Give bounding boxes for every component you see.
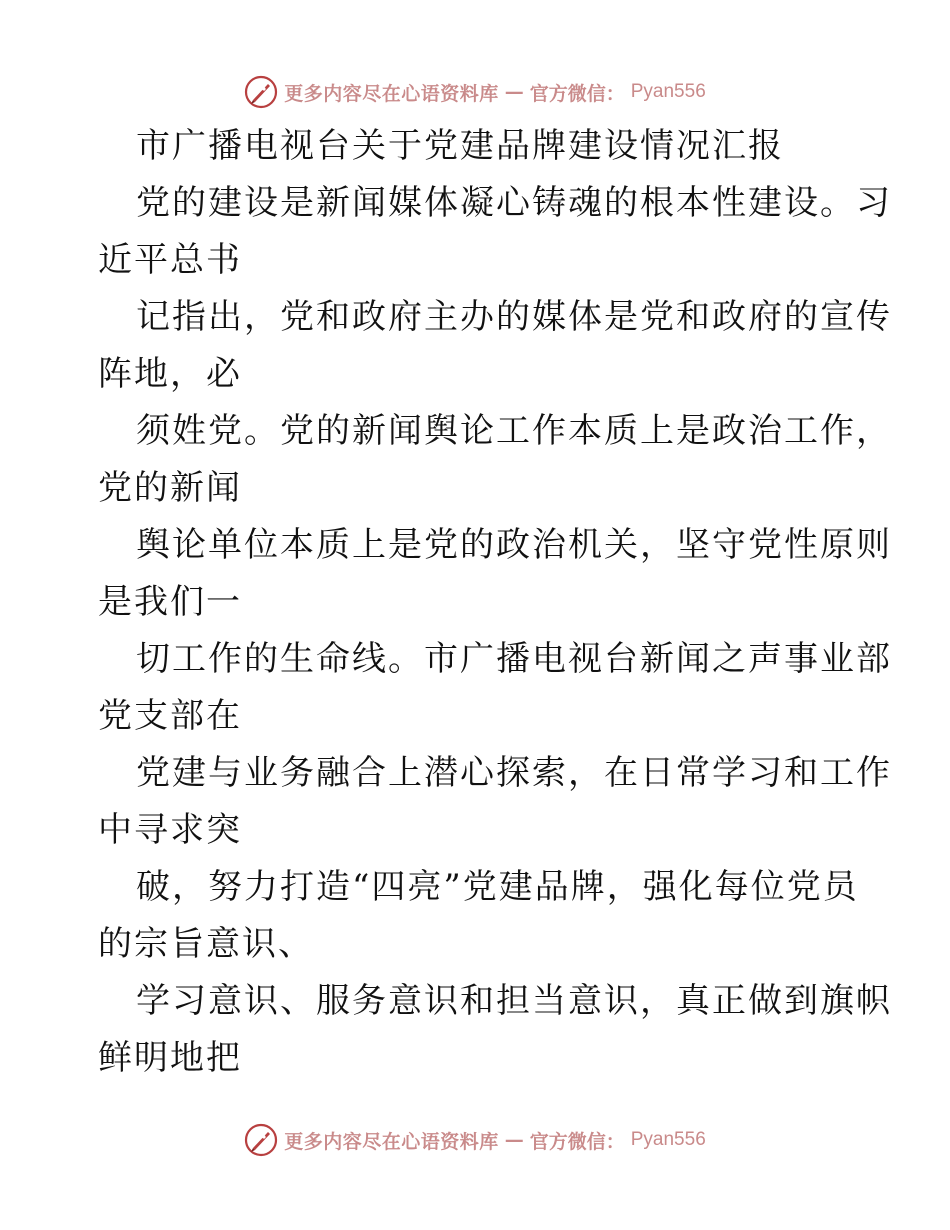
header-watermark-inner [244, 75, 706, 109]
document-line: 党支部在 [98, 696, 242, 736]
document-line: 鲜明地把 [98, 1038, 242, 1078]
watermark-separator: — [504, 1129, 524, 1151]
document-line: 近平总书 [98, 240, 242, 280]
footer-watermark-inner [244, 1123, 706, 1157]
watermark-text: 更多内容尽在心语资料库 [284, 1130, 499, 1153]
document-line: 记指出，党和政府主办的媒体是党和政府的宣传 [136, 297, 892, 337]
watermark-wechat-label: 官方微信： [529, 82, 625, 105]
document-line: 切工作的生命线。市广播电视台新闻之声事业部 [136, 639, 892, 679]
document-line: 是我们一 [98, 582, 242, 622]
watermark-wechat-id: Pyan556 [630, 1129, 706, 1150]
document-line: 党建与业务融合上潜心探索，在日常学习和工作 [136, 753, 892, 793]
document-body [98, 118, 892, 1087]
watermark-text: 更多内容尽在心语资料库 [284, 82, 499, 105]
watermark-wechat-label: 官方微信： [529, 1130, 625, 1153]
document-line: 学习意识、服务意识和担当意识，真正做到旗帜 [136, 981, 892, 1021]
quill-pen-logo-icon [244, 75, 278, 109]
quill-pen-logo-icon [244, 1123, 278, 1157]
document-line: 中寻求突 [98, 810, 242, 850]
document-line: 须姓党。党的新闻舆论工作本质上是政治工作， [136, 411, 892, 451]
document-line: 舆论单位本质上是党的政治机关，坚守党性原则 [136, 525, 892, 565]
document-line: 破，努力打造“四亮”党建品牌，强化每位党员 [136, 867, 859, 907]
header-watermark [0, 72, 950, 112]
document-line: 党的建设是新闻媒体凝心铸魂的根本性建设。习 [136, 183, 892, 223]
watermark-separator: — [504, 81, 524, 103]
footer-watermark [0, 1120, 950, 1160]
watermark-wechat-id: Pyan556 [630, 81, 706, 102]
document-line: 阵地，必 [98, 354, 242, 394]
document-title: 市广播电视台关于党建品牌建设情况汇报 [136, 126, 784, 166]
document-line: 的宗旨意识、 [98, 924, 314, 964]
document-line: 党的新闻 [98, 468, 242, 508]
